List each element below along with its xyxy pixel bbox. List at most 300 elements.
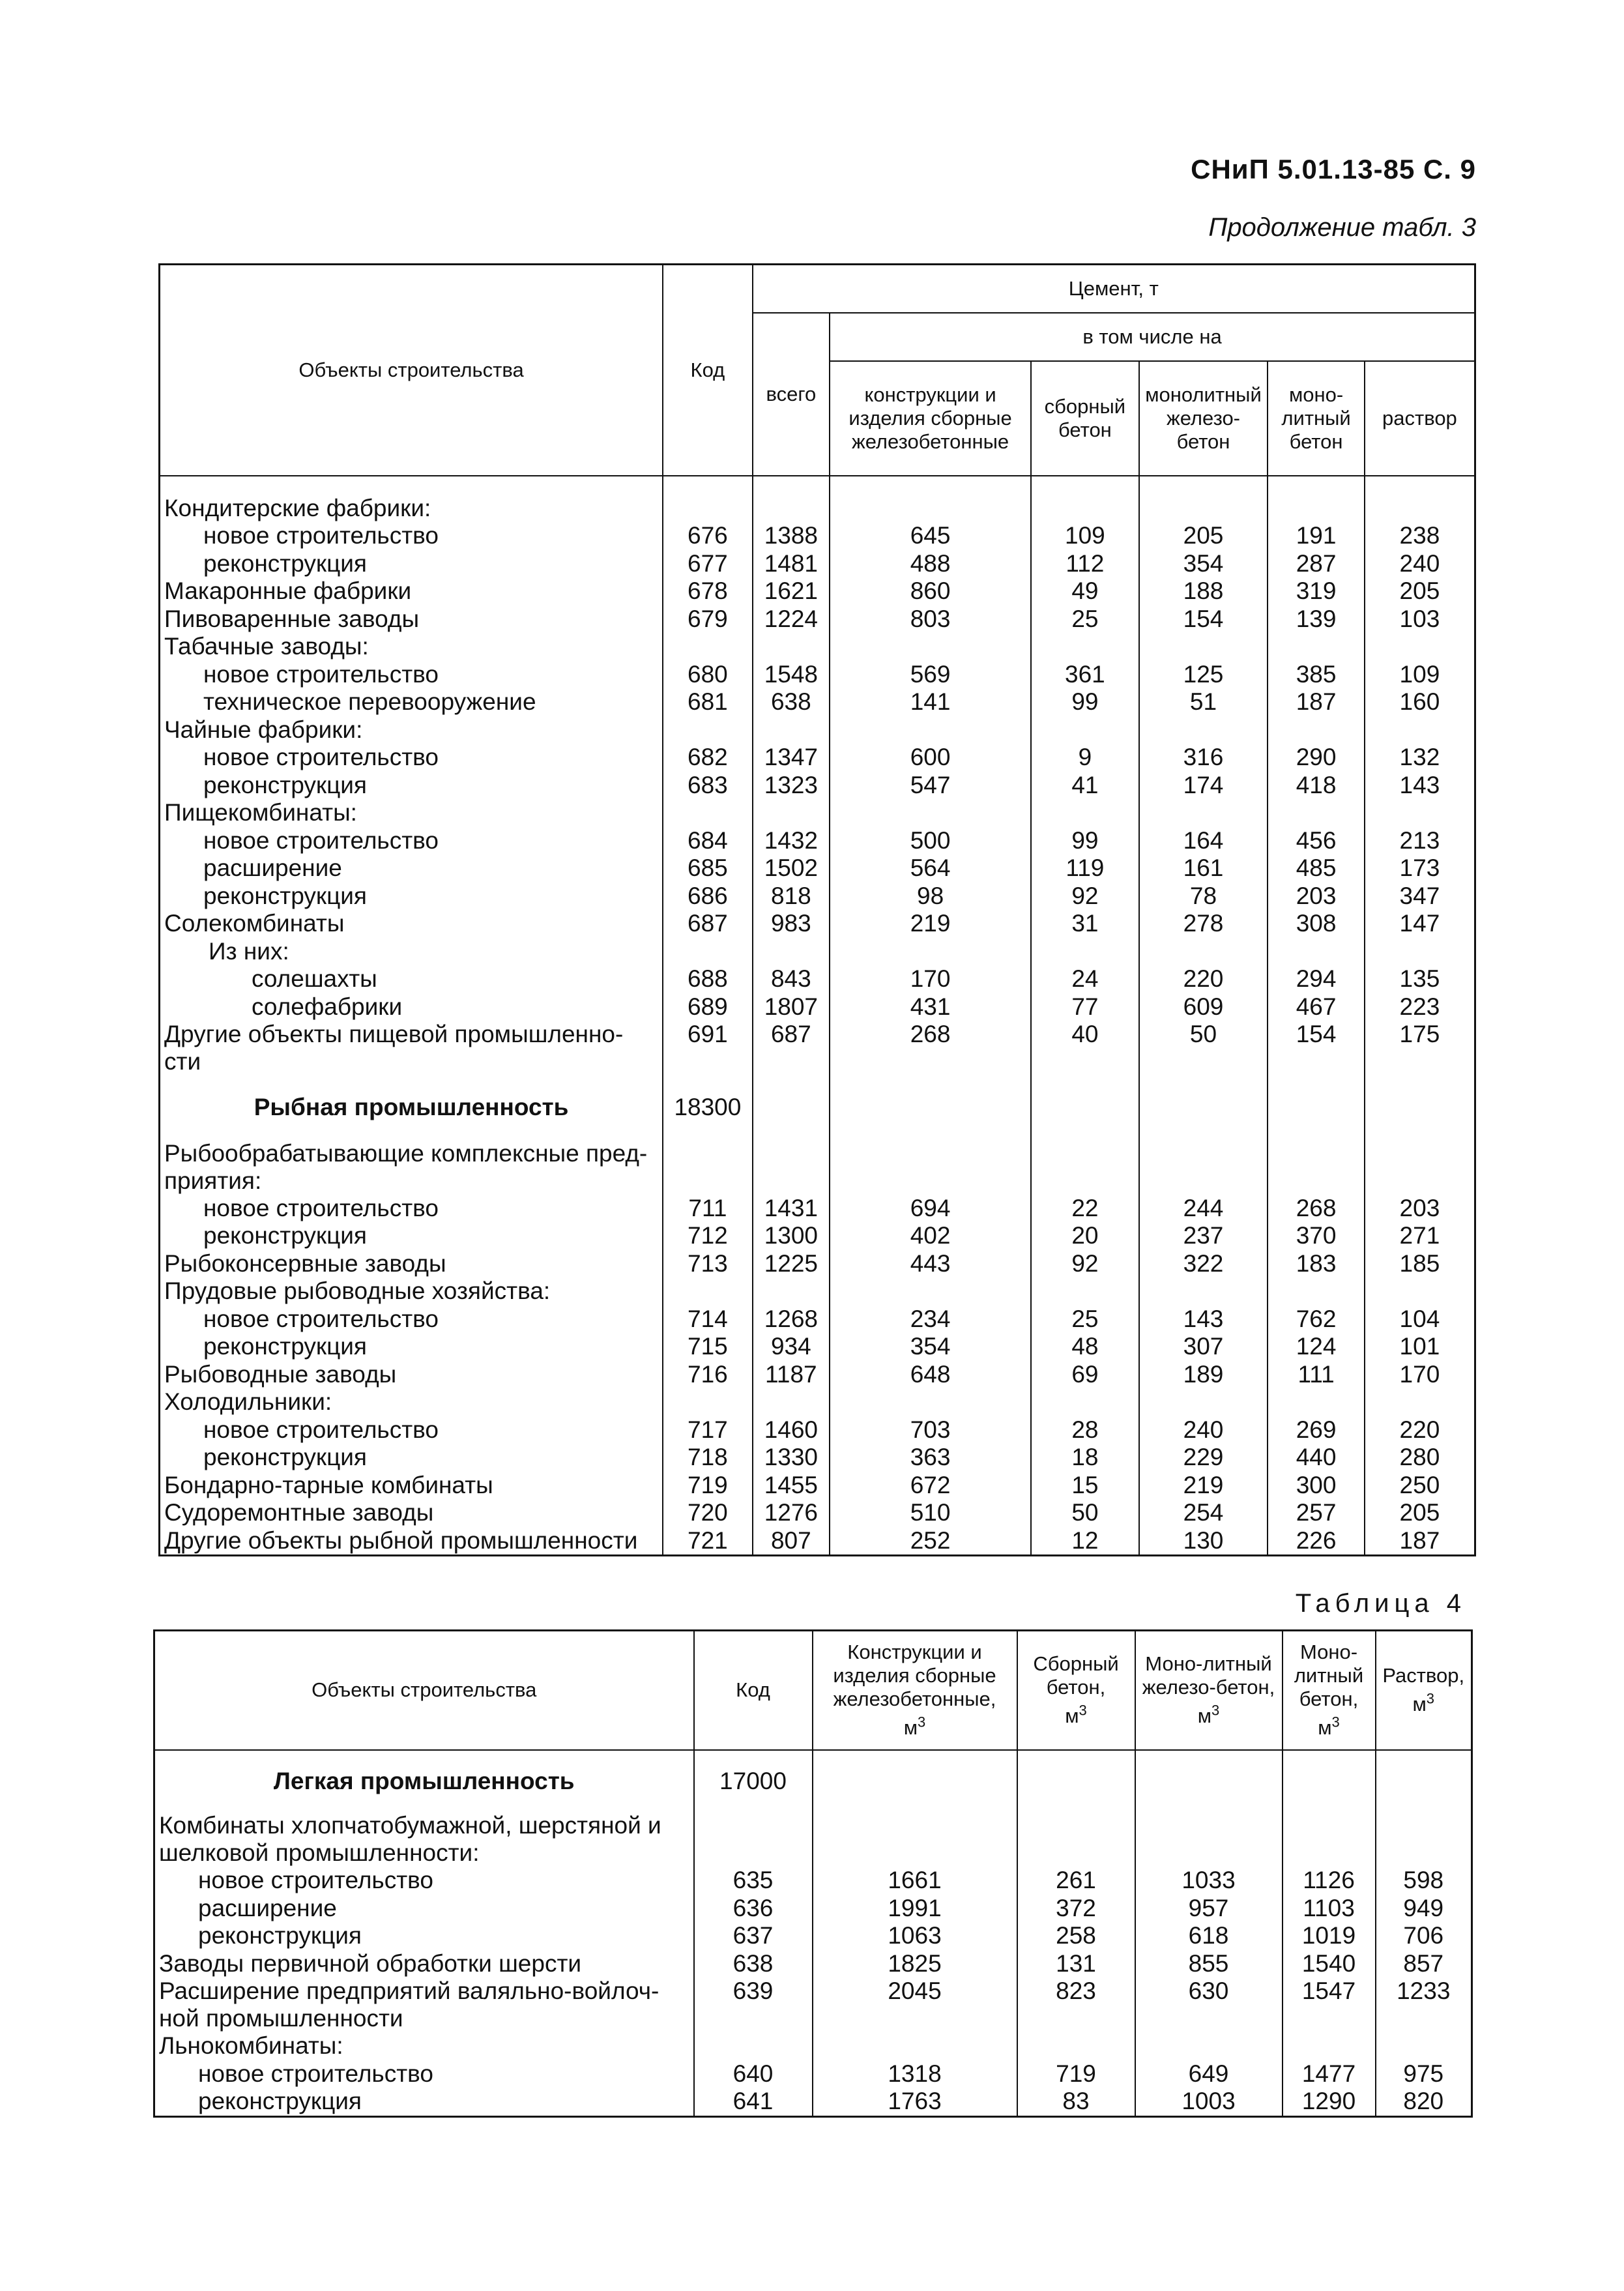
object-name-cell: Судоремонтные заводы — [164, 1499, 434, 1526]
c4-cell: 257 — [1268, 1499, 1365, 1527]
c3-cell: 855 — [1135, 1950, 1283, 1978]
total-cell: 1330 — [753, 1444, 830, 1472]
spacer-cell — [1031, 476, 1139, 495]
table-row — [160, 1472, 1475, 1500]
c3-cell: 189 — [1139, 1361, 1268, 1389]
total-cell: 1187 — [753, 1361, 830, 1389]
c3-cell: 630 — [1135, 1977, 1283, 2032]
total-cell: 638 — [753, 688, 830, 716]
c4-cell — [1268, 938, 1365, 966]
object-name-cell: реконструкция — [203, 771, 367, 798]
c4-cell: 456 — [1268, 827, 1365, 855]
c3-cell: 220 — [1139, 965, 1268, 993]
code-cell — [663, 716, 752, 744]
c3-cell: 78 — [1139, 883, 1268, 911]
total-cell: 1807 — [753, 993, 830, 1021]
c1-cell: 431 — [830, 993, 1031, 1021]
unit-label: $м^3$ — [1197, 1702, 1220, 1728]
c4-cell: 111 — [1268, 1361, 1365, 1389]
code-cell — [663, 1388, 752, 1416]
c5-cell: 160 — [1365, 688, 1475, 716]
c2-cell — [1031, 716, 1139, 744]
c2-cell: 24 — [1031, 965, 1139, 993]
c1-cell: 803 — [830, 606, 1031, 634]
table-3 — [158, 263, 1476, 1556]
c5-cell: 598 — [1376, 1867, 1472, 1895]
c2-cell: 40 — [1031, 1021, 1139, 1075]
c2-cell: 109 — [1031, 522, 1139, 550]
table-row — [160, 1444, 1475, 1472]
spacer-cell — [1365, 1122, 1475, 1140]
code-cell: 718 — [663, 1444, 752, 1472]
c4-cell — [1283, 1812, 1376, 1867]
code-cell: 678 — [663, 577, 752, 606]
c5-cell: 220 — [1365, 1416, 1475, 1444]
table-row — [154, 1895, 1472, 1923]
table-3-body — [160, 476, 1475, 1556]
table-row — [160, 772, 1475, 800]
table-row — [160, 550, 1475, 578]
c2-cell: 31 — [1031, 910, 1139, 938]
table-row — [154, 1977, 1472, 2032]
c3-cell — [1139, 1277, 1268, 1306]
c3-cell: 618 — [1135, 1922, 1283, 1950]
spacer-cell — [1268, 1122, 1365, 1140]
code-cell: 640 — [694, 2060, 813, 2088]
spacer-cell — [663, 1122, 752, 1140]
total-cell — [753, 1277, 830, 1306]
table-row — [160, 1250, 1475, 1278]
total-cell — [753, 1140, 830, 1195]
total-cell: 1432 — [753, 827, 830, 855]
spacer-cell — [830, 1122, 1031, 1140]
col-monolithic-header: моно-литный бетон — [1268, 361, 1365, 476]
total-cell — [753, 799, 830, 827]
spacer-cell — [1376, 1795, 1472, 1812]
code-cell: 638 — [694, 1950, 813, 1978]
c1-cell — [830, 716, 1031, 744]
c1-cell: 510 — [830, 1499, 1031, 1527]
spacer-cell — [1283, 1795, 1376, 1812]
table-row — [160, 938, 1475, 966]
table-row — [160, 1416, 1475, 1444]
c3-cell: 316 — [1139, 744, 1268, 772]
object-name-cell: Расширение предприятий валяльно-войлоч-ной промышленности — [159, 1977, 660, 2032]
c3-cell: 219 — [1139, 1472, 1268, 1500]
c2-cell: 22 — [1031, 1195, 1139, 1223]
c2-cell — [1031, 799, 1139, 827]
total-cell: 1460 — [753, 1416, 830, 1444]
spacer-cell — [753, 1122, 830, 1140]
c2-cell — [1031, 1388, 1139, 1416]
c4-cell: 1290 — [1283, 2088, 1376, 2116]
c4-cell: 1103 — [1283, 1895, 1376, 1923]
spacer-cell — [1017, 1750, 1135, 1768]
c1-cell — [830, 1277, 1031, 1306]
c1-cell — [813, 2032, 1017, 2060]
c3-cell: 164 — [1139, 827, 1268, 855]
table-row — [154, 1768, 1472, 1796]
c3-cell: 240 — [1139, 1416, 1268, 1444]
spacer-cell — [1031, 1075, 1139, 1094]
c3-cell: 1003 — [1135, 2088, 1283, 2116]
c3-cell — [1139, 716, 1268, 744]
table-row — [160, 993, 1475, 1021]
col-precast-header: сборный бетон — [1031, 361, 1139, 476]
code-cell: 717 — [663, 1416, 752, 1444]
object-name-cell: новое строительство — [203, 826, 439, 854]
table-row — [160, 854, 1475, 883]
c2-cell: 18 — [1031, 1444, 1139, 1472]
total-cell: 1300 — [753, 1222, 830, 1250]
c5-cell: 147 — [1365, 910, 1475, 938]
spacer-row — [154, 1750, 1472, 1768]
c1-cell: 219 — [830, 910, 1031, 938]
code-cell: 677 — [663, 550, 752, 578]
code-cell: 714 — [663, 1306, 752, 1334]
c2-cell: 99 — [1031, 827, 1139, 855]
c1-cell: 703 — [830, 1416, 1031, 1444]
code-cell: 676 — [663, 522, 752, 550]
c2-cell: 28 — [1031, 1416, 1139, 1444]
object-name-cell: Табачные заводы: — [164, 633, 369, 660]
c5-cell — [1376, 1768, 1472, 1796]
c2-cell: 15 — [1031, 1472, 1139, 1500]
c2-cell: 361 — [1031, 661, 1139, 689]
table-row — [160, 1333, 1475, 1361]
table-row — [160, 716, 1475, 744]
total-cell: 687 — [753, 1021, 830, 1075]
object-name-cell: реконструкция — [198, 2088, 362, 2114]
c3-cell — [1139, 1094, 1268, 1122]
c3-cell: 229 — [1139, 1444, 1268, 1472]
table-continuation-note: Продолжение табл. 3 — [1208, 213, 1476, 242]
c4-cell: 485 — [1268, 854, 1365, 883]
c5-cell — [1365, 495, 1475, 523]
c5-cell: 949 — [1376, 1895, 1472, 1923]
object-name-cell: новое строительство — [198, 2060, 433, 2087]
c2-cell: 69 — [1031, 1361, 1139, 1389]
c2-cell: 112 — [1031, 550, 1139, 578]
c3-cell: 154 — [1139, 606, 1268, 634]
c1-cell — [830, 495, 1031, 523]
c2-cell — [1031, 1277, 1139, 1306]
table-row — [160, 688, 1475, 716]
code-cell: 681 — [663, 688, 752, 716]
c5-cell: 173 — [1365, 854, 1475, 883]
c4-cell: 300 — [1268, 1472, 1365, 1500]
c3-cell: 143 — [1139, 1306, 1268, 1334]
c1-cell: 443 — [830, 1250, 1031, 1278]
object-name-cell: новое строительство — [203, 660, 439, 688]
object-name-cell: реконструкция — [203, 1333, 367, 1360]
table-row — [160, 1094, 1475, 1122]
c3-cell: 254 — [1139, 1499, 1268, 1527]
c4-cell: 203 — [1268, 883, 1365, 911]
c4-cell: 154 — [1268, 1021, 1365, 1075]
c5-cell: 101 — [1365, 1333, 1475, 1361]
total-cell: 1347 — [753, 744, 830, 772]
c2-cell: 9 — [1031, 744, 1139, 772]
spacer-cell — [1376, 1750, 1472, 1768]
code-cell — [663, 1140, 752, 1195]
unit-label: $м^3$ — [1318, 1714, 1340, 1740]
object-name-cell: Другие объекты пищевой промышленно-сти — [164, 1021, 624, 1075]
code-cell: 685 — [663, 854, 752, 883]
c1-cell: 564 — [830, 854, 1031, 883]
object-name-cell: новое строительство — [203, 1305, 439, 1332]
object-name-cell: Легкая промышленность — [273, 1767, 575, 1794]
c1-cell: 268 — [830, 1021, 1031, 1075]
object-name-cell: солефабрики — [252, 993, 403, 1020]
code-cell: 683 — [663, 772, 752, 800]
c4-cell — [1268, 716, 1365, 744]
total-cell — [753, 716, 830, 744]
object-name-cell: солешахты — [252, 965, 377, 992]
c3-cell: 354 — [1139, 550, 1268, 578]
spacer-cell — [1365, 1075, 1475, 1094]
c3-cell: 609 — [1139, 993, 1268, 1021]
c5-cell: 109 — [1365, 661, 1475, 689]
spacer-cell — [813, 1750, 1017, 1768]
c5-cell — [1365, 1388, 1475, 1416]
c3-cell: 957 — [1135, 1895, 1283, 1923]
table-row — [160, 1195, 1475, 1223]
object-name-cell: реконструкция — [203, 1444, 367, 1470]
object-name-cell: Кондитерские фабрики: — [164, 494, 431, 521]
code-cell — [663, 495, 752, 523]
table-4-caption: Таблица 4 — [1295, 1589, 1466, 1618]
c5-cell: 104 — [1365, 1306, 1475, 1334]
spacer-row — [160, 476, 1475, 495]
total-cell — [753, 938, 830, 966]
code-cell: 691 — [663, 1021, 752, 1075]
spacer-cell — [160, 1075, 663, 1094]
spacer-cell — [663, 476, 752, 495]
c4-cell — [1268, 1388, 1365, 1416]
c4-cell: 1019 — [1283, 1922, 1376, 1950]
c1-cell: 1825 — [813, 1950, 1017, 1978]
table-row — [160, 1021, 1475, 1075]
c5-cell: 143 — [1365, 772, 1475, 800]
c2-cell: 372 — [1017, 1895, 1135, 1923]
table-row — [154, 1867, 1472, 1895]
c4-cell: 319 — [1268, 577, 1365, 606]
c5-cell: 170 — [1365, 1361, 1475, 1389]
table-row — [160, 495, 1475, 523]
c4-cell: 268 — [1268, 1195, 1365, 1223]
c4-cell: 226 — [1268, 1527, 1365, 1556]
object-name-cell: Пищекомбинаты: — [164, 799, 357, 826]
unit-label: $м^3$ — [1412, 1691, 1435, 1716]
c4-cell: 191 — [1268, 522, 1365, 550]
total-cell: 1621 — [753, 577, 830, 606]
c2-cell — [1031, 633, 1139, 661]
c1-cell: 234 — [830, 1306, 1031, 1334]
table-row — [160, 577, 1475, 606]
c1-cell: 500 — [830, 827, 1031, 855]
page-header: СНиП 5.01.13-85 С. 9 — [1191, 154, 1476, 184]
object-name-cell: Рыбообрабатывающие комплексные пред-приятия: — [164, 1139, 648, 1194]
spacer-cell — [753, 476, 830, 495]
c3-cell: 50 — [1139, 1021, 1268, 1075]
code-cell — [694, 2032, 813, 2060]
object-name-cell: новое строительство — [203, 1416, 439, 1443]
c3-cell: 322 — [1139, 1250, 1268, 1278]
table-row — [160, 1140, 1475, 1195]
c5-cell: 271 — [1365, 1222, 1475, 1250]
c5-cell — [1365, 1094, 1475, 1122]
spacer-row — [160, 1122, 1475, 1140]
c2-cell: 92 — [1031, 883, 1139, 911]
table-row — [160, 1361, 1475, 1389]
c1-cell — [830, 1140, 1031, 1195]
c3-cell: 161 — [1139, 854, 1268, 883]
c5-cell: 223 — [1365, 993, 1475, 1021]
c5-cell — [1376, 1812, 1472, 1867]
c3-cell: 244 — [1139, 1195, 1268, 1223]
object-name-cell: новое строительство — [203, 522, 439, 549]
object-name-cell: Комбинаты хлопчатобумажной, шерстяной и шелковой промышленности: — [159, 1812, 661, 1866]
table-row — [154, 2032, 1472, 2060]
object-name-cell: Холодильники: — [164, 1388, 332, 1415]
c5-cell: 132 — [1365, 744, 1475, 772]
c1-cell: 354 — [830, 1333, 1031, 1361]
spacer-cell — [1031, 1122, 1139, 1140]
c4-cell — [1283, 2032, 1376, 2060]
c1-cell — [830, 1388, 1031, 1416]
t4-col-precast-header: Сборный бетон, $м^3$ — [1017, 1631, 1135, 1750]
c1-cell: 2045 — [813, 1977, 1017, 2032]
total-cell — [753, 1388, 830, 1416]
c1-cell — [830, 938, 1031, 966]
table-row — [154, 2060, 1472, 2088]
c3-cell: 307 — [1139, 1333, 1268, 1361]
total-cell: 1388 — [753, 522, 830, 550]
object-name-cell: реконструкция — [203, 1222, 367, 1249]
total-cell: 818 — [753, 883, 830, 911]
c4-cell: 290 — [1268, 744, 1365, 772]
t4-col-monolithic-header: Моно-литный бетон, $м^3$ — [1283, 1631, 1376, 1750]
c2-cell: 20 — [1031, 1222, 1139, 1250]
c2-cell: 77 — [1031, 993, 1139, 1021]
table-row — [160, 744, 1475, 772]
code-cell: 712 — [663, 1222, 752, 1250]
c4-cell: 1126 — [1283, 1867, 1376, 1895]
c5-cell: 820 — [1376, 2088, 1472, 2116]
table-row — [160, 799, 1475, 827]
including-group-header: в том числе на — [830, 313, 1475, 361]
total-cell: 1431 — [753, 1195, 830, 1223]
c1-cell: 98 — [830, 883, 1031, 911]
spacer-cell — [1135, 1795, 1283, 1812]
c5-cell: 185 — [1365, 1250, 1475, 1278]
c2-cell: 261 — [1017, 1867, 1135, 1895]
table-row — [160, 661, 1475, 689]
c5-cell: 706 — [1376, 1922, 1472, 1950]
object-name-cell: техническое перевооружение — [203, 688, 536, 715]
c1-cell: 1318 — [813, 2060, 1017, 2088]
spacer-cell — [1268, 1075, 1365, 1094]
c3-cell: 237 — [1139, 1222, 1268, 1250]
object-name-cell: Чайные фабрики: — [164, 716, 363, 743]
c4-cell: 1477 — [1283, 2060, 1376, 2088]
c4-cell: 467 — [1268, 993, 1365, 1021]
c3-cell — [1139, 938, 1268, 966]
c1-cell: 363 — [830, 1444, 1031, 1472]
table-row — [154, 1950, 1472, 1978]
object-name-cell: новое строительство — [203, 1194, 439, 1221]
c4-cell: 1547 — [1283, 1977, 1376, 2032]
object-name-cell: Рыбная промышленность — [254, 1094, 569, 1120]
c1-cell: 694 — [830, 1195, 1031, 1223]
c4-cell: 370 — [1268, 1222, 1365, 1250]
c1-cell: 1661 — [813, 1867, 1017, 1895]
code-cell — [663, 633, 752, 661]
t4-col-objects-header: Объекты строительства — [154, 1631, 694, 1750]
table-row — [160, 633, 1475, 661]
c3-cell — [1139, 799, 1268, 827]
c4-cell — [1268, 495, 1365, 523]
code-cell: 688 — [663, 965, 752, 993]
c4-cell — [1268, 633, 1365, 661]
table-4 — [153, 1629, 1473, 2118]
c1-cell: 645 — [830, 522, 1031, 550]
c3-cell — [1139, 633, 1268, 661]
c4-cell — [1268, 1140, 1365, 1195]
code-cell: 684 — [663, 827, 752, 855]
code-cell: 636 — [694, 1895, 813, 1923]
c5-cell: 347 — [1365, 883, 1475, 911]
object-name-cell: Солекомбинаты — [164, 910, 345, 937]
table-row — [160, 522, 1475, 550]
object-name-cell: Бондарно-тарные комбинаты — [164, 1471, 493, 1498]
code-cell: 679 — [663, 606, 752, 634]
c4-cell — [1268, 1277, 1365, 1306]
c5-cell: 205 — [1365, 1499, 1475, 1527]
table-row — [160, 1388, 1475, 1416]
c1-cell: 547 — [830, 772, 1031, 800]
c3-cell: 51 — [1139, 688, 1268, 716]
spacer-cell — [663, 1075, 752, 1094]
code-cell: 687 — [663, 910, 752, 938]
c3-cell: 174 — [1139, 772, 1268, 800]
total-cell: 1548 — [753, 661, 830, 689]
c5-cell — [1365, 1277, 1475, 1306]
spacer-row — [154, 1795, 1472, 1812]
code-cell: 713 — [663, 1250, 752, 1278]
c2-cell — [1031, 1094, 1139, 1122]
spacer-cell — [1268, 476, 1365, 495]
c2-cell: 48 — [1031, 1333, 1139, 1361]
c2-cell: 99 — [1031, 688, 1139, 716]
object-name-cell: реконструкция — [203, 549, 367, 577]
object-name-cell: реконструкция — [203, 882, 367, 909]
spacer-cell — [154, 1750, 694, 1768]
table-row — [160, 1222, 1475, 1250]
total-cell: 1268 — [753, 1306, 830, 1334]
object-name-cell: Из них: — [209, 937, 289, 965]
code-cell — [694, 1812, 813, 1867]
c2-cell: 25 — [1031, 1306, 1139, 1334]
c2-cell: 41 — [1031, 772, 1139, 800]
c1-cell — [830, 799, 1031, 827]
object-name-cell: Рыбоконсервные заводы — [164, 1249, 446, 1277]
table-row — [160, 910, 1475, 938]
c5-cell: 205 — [1365, 577, 1475, 606]
c2-cell: 12 — [1031, 1527, 1139, 1556]
c4-cell: 1540 — [1283, 1950, 1376, 1978]
